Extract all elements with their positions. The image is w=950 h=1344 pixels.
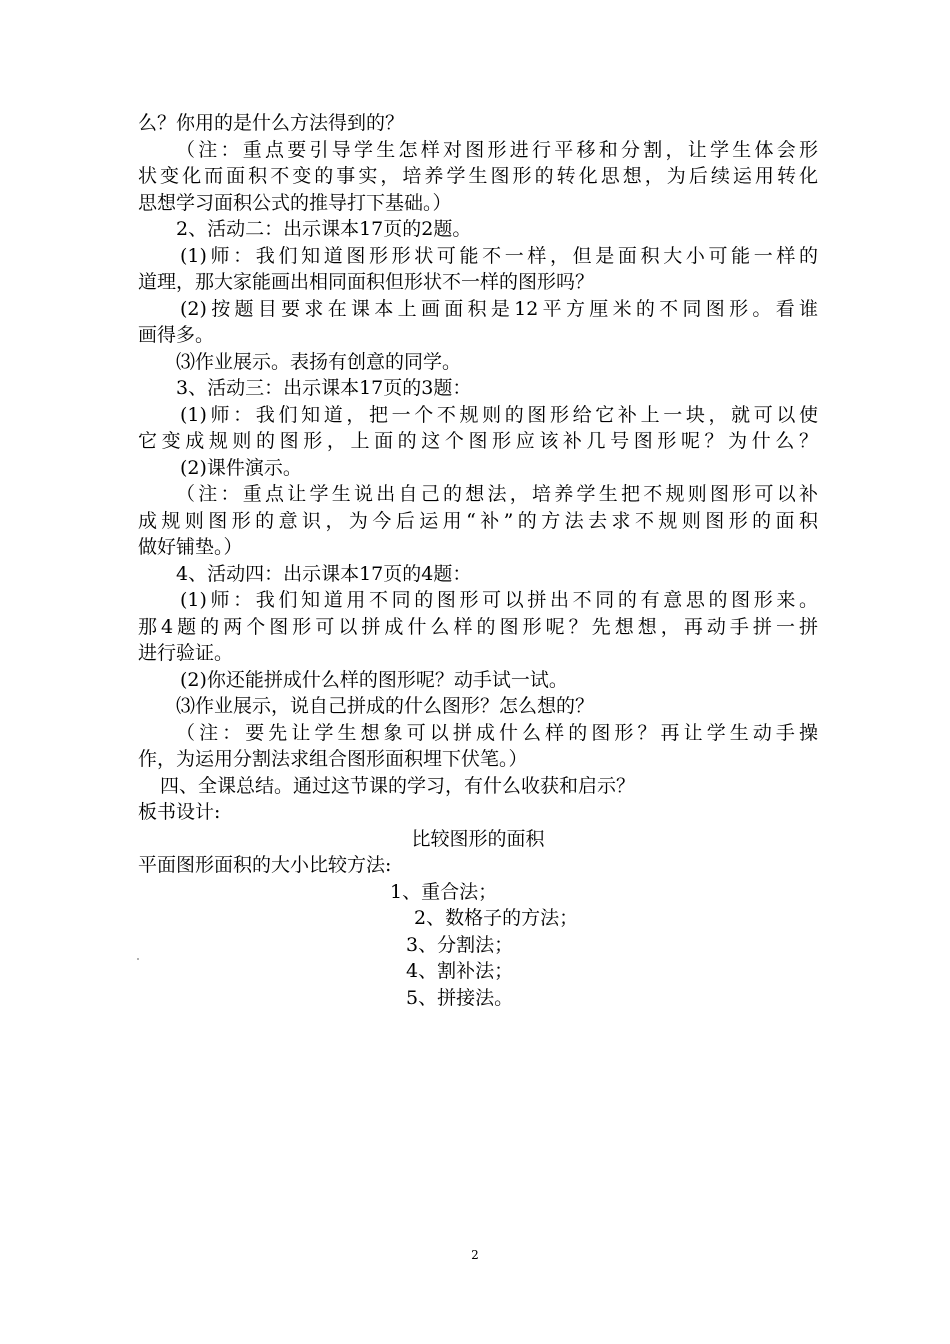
board-method: 1、重合法； [390,880,498,903]
text-line: 进行验证。 [138,642,234,664]
text-line: 成规则图形的意识，为今后运用“补”的方法去求不规则图形的面积 [138,509,818,532]
text-line: 作，为运用分割法求组合图形面积埋下伏笔。） [138,748,528,770]
text-line: (2)按题目要求在课本上画面积是12平方厘米的不同图形。看谁 [180,297,818,320]
text-line: （注：要先让学生想象可以拼成什么样的图形？再让学生动手操 [176,721,818,744]
text-line: 道理，那大家能画出相同面积但形状不一样的图形吗？ [138,271,595,293]
document-body [138,110,818,1011]
text-line: (1)师：我们知道图形形状可能不一样，但是面积大小可能一样的 [180,244,818,267]
text-line: 它变成规则的图形，上面的这个图形应该补几号图形呢？为什么？ [138,430,818,452]
page-number: 2 [471,1248,479,1262]
section-heading: 四、全课总结。通过这节课的学习，有什么收获和启示？ [160,774,636,797]
board-method: 4、割补法； [406,960,514,982]
text-line: 那4题的两个图形可以拼成什么样的图形呢？先想想，再动手拼一拼 [138,615,818,638]
board-method: 5、拼接法。 [406,986,514,1009]
text-line: (2)你还能拼成什么样的图形呢？动手试一试。 [180,668,568,691]
text-line: 做好铺垫。） [138,536,243,558]
text-line: (1)师：我们知道，把一个不规则的图形给它补上一块，就可以使 [180,403,818,426]
text-line: 板书设计: [138,801,221,823]
text-line: 状变化而面积不变的事实，培养学生图形的转化思想，为后续运用转化 [138,165,818,187]
text-line: 思想学习面积公式的推导打下基础。） [138,191,452,214]
text-line: （注：重点要引导学生怎样对图形进行平移和分割，让学生体会形 [176,138,818,161]
text-line: （注：重点让学生说出自己的想法，培养学生把不规则图形可以补 [176,483,818,505]
board-method: 2、数格子的方法； [414,907,579,929]
text-line: 画得多。 [138,324,215,346]
board-title: 比较图形的面积 [411,827,545,850]
text-line: ⑶作业展示，说自己拼成的什么图形？怎么想的？ [176,695,595,717]
activity-heading: 3、活动三：出示课本17页的3题： [176,377,472,399]
text-line: (1)师：我们知道用不同的图形可以拼出不同的有意思的图形来。 [180,589,818,611]
text-line: 么？你用的是什么方法得到的？ [138,112,405,134]
activity-heading: 4、活动四：出示课本17页的4题： [176,562,472,585]
activity-heading: 2、活动二：出示课本17页的2题。 [176,218,472,240]
stray-mark [137,958,139,960]
board-subtitle: 平面图形面积的大小比较方法: [138,854,392,876]
board-method: 3、分割法； [406,933,514,956]
text-line: ⑶作业展示。表扬有创意的同学。 [176,350,462,373]
text-line: (2)课件演示。 [180,456,302,479]
